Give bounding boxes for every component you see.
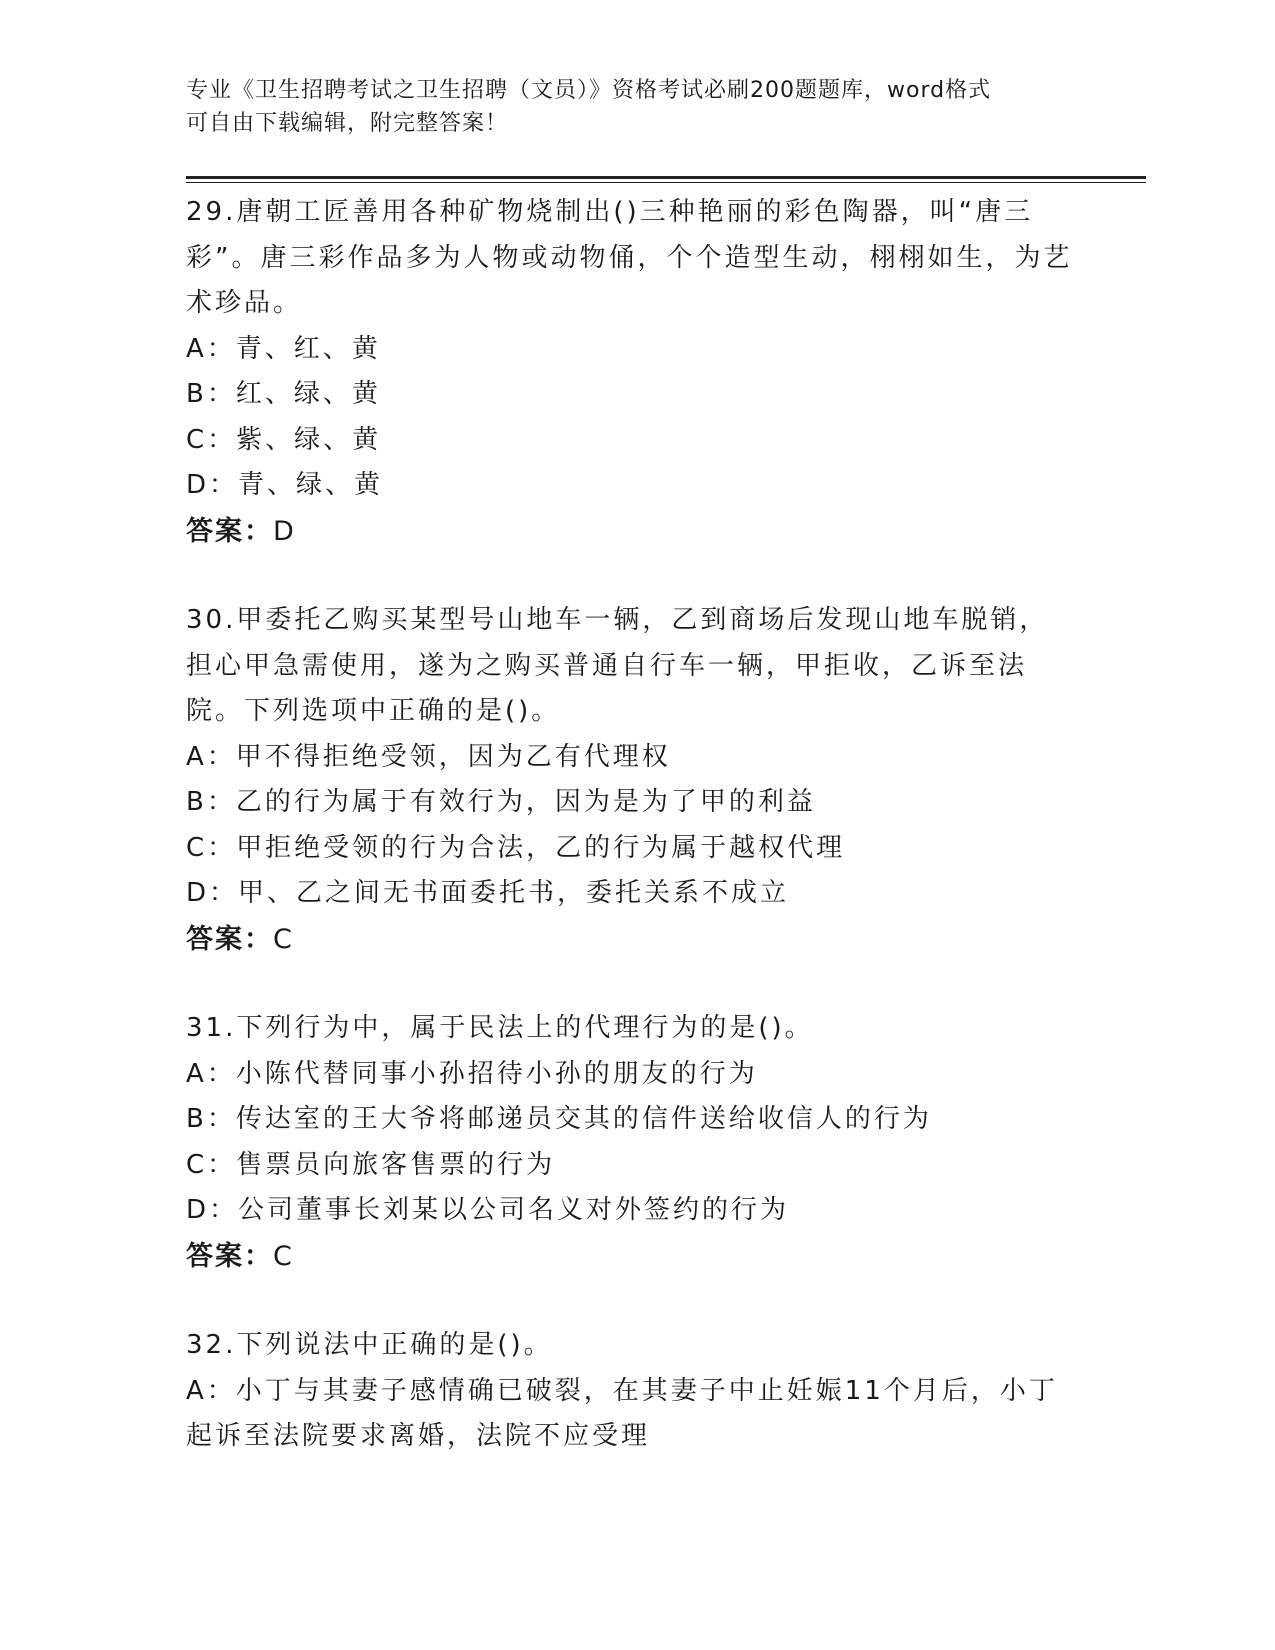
header-line-1: 专业《卫生招聘考试之卫生招聘（文员）》资格考试必刷200题题库，word格式 [186, 78, 992, 103]
option-a: A：小陈代替同事小孙招待小孙的朋友的行为 [186, 1058, 758, 1089]
option-b: B：红、绿、黄 [186, 379, 381, 409]
option-a: A：青、红、黄 [186, 333, 381, 364]
answer-value: C [273, 923, 294, 955]
option-a: A：甲不得拒绝受领，因为乙有代理权 [186, 741, 671, 772]
question-text: 29.唐朝工匠善用各种矿物烧制出()三种艳丽的彩色陶器，叫“唐三彩”。唐三彩作品多为人物或动物俑，个个造型生动，栩栩如生，为艺术珍品。 [186, 197, 1073, 318]
question-32 [186, 1323, 1076, 1460]
question-list [186, 190, 1076, 1460]
header-rule-thin [186, 182, 1146, 183]
answer-line [186, 509, 1076, 555]
option-d: D：公司董事长刘某以公司名义对外签约的行为 [186, 1195, 790, 1225]
question-text: 31.下列行为中，属于民法上的代理行为的是()。 [186, 1013, 814, 1043]
header-line-2: 可自由下载编辑，附完整答案！ [186, 111, 509, 136]
answer-label: 答案： [186, 515, 273, 547]
option-b: B：传达室的王大爷将邮递员交其的信件送给收信人的行为 [186, 1104, 932, 1134]
option-d: D：甲、乙之间无书面委托书，委托关系不成立 [186, 878, 790, 908]
question-31 [186, 1006, 1076, 1279]
answer-value: D [273, 515, 296, 547]
answer-value: C [273, 1240, 294, 1272]
option-c: C：售票员向旅客售票的行为 [186, 1149, 556, 1180]
answer-label: 答案： [186, 923, 273, 955]
option-b: B：乙的行为属于有效行为，因为是为了甲的利益 [186, 787, 816, 817]
question-29 [186, 190, 1076, 554]
question-text: 30.甲委托乙购买某型号山地车一辆，乙到商场后发现山地车脱销，担心甲急需使用，遂为之购买普通自行车一辆，甲拒收，乙诉至法院。下列选项中正确的是()。 [186, 605, 1049, 726]
answer-line [186, 1234, 1076, 1280]
answer-label: 答案： [186, 1240, 273, 1272]
option-c: C：紫、绿、黄 [186, 424, 382, 455]
option-a: A：小丁与其妻子感情确已破裂，在其妻子中止妊娠11个月后，小丁起诉至法院要求离婚，法院不应受理 [186, 1375, 1058, 1451]
question-text: 32.下列说法中正确的是()。 [186, 1330, 553, 1360]
document-header [186, 74, 1086, 140]
question-30 [186, 598, 1076, 962]
header-rule-thick [186, 176, 1146, 179]
option-c: C：甲拒绝受领的行为合法，乙的行为属于越权代理 [186, 832, 846, 863]
answer-line [186, 917, 1076, 963]
option-d: D：青、绿、黄 [186, 470, 384, 500]
